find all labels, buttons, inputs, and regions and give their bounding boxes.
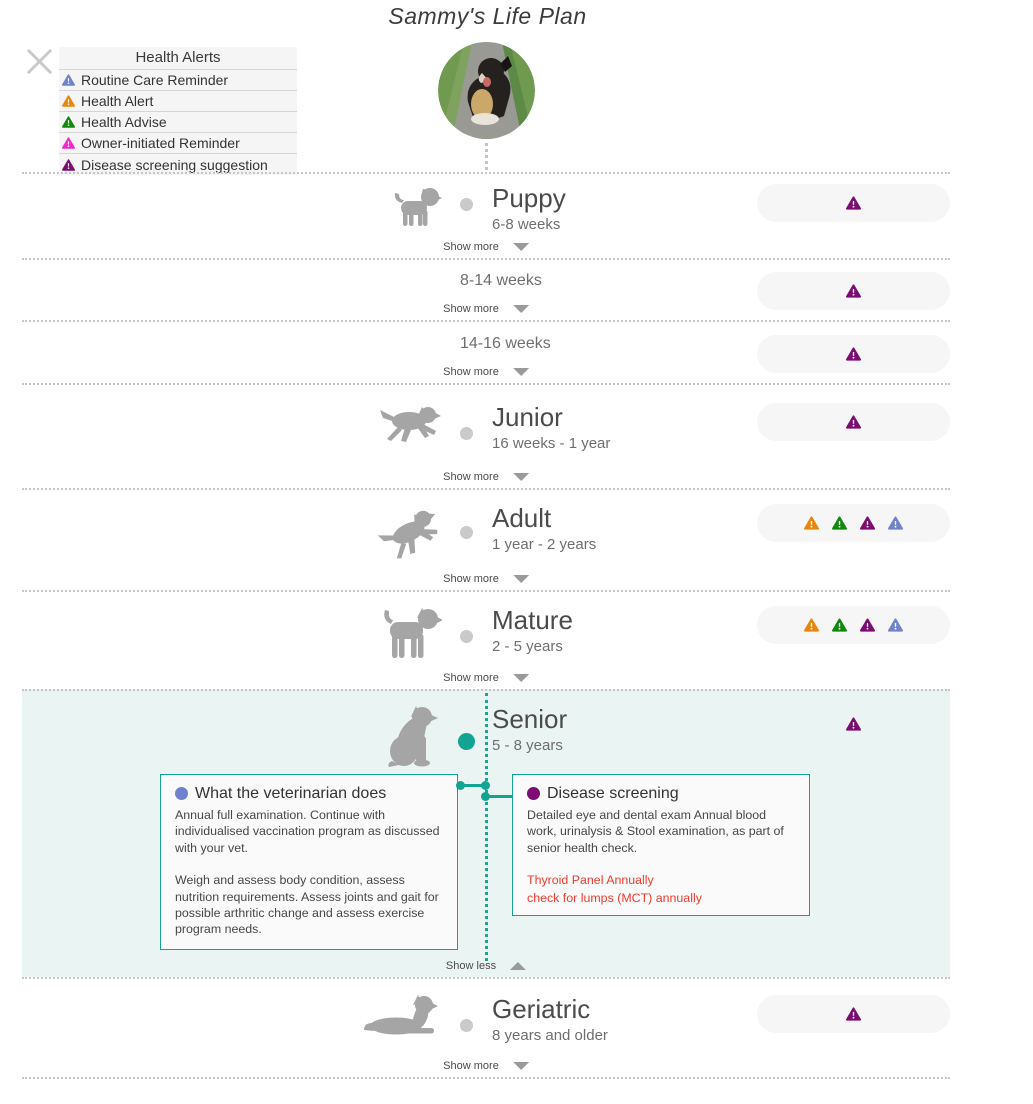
legend-label: Health Advise	[81, 114, 167, 130]
legend-label: Disease screening suggestion	[81, 156, 268, 173]
chevron-down-icon	[513, 674, 529, 682]
stage-age-range: 5 - 8 years	[492, 736, 563, 754]
stage-row-geriatric	[22, 977, 950, 1077]
routine-bullet-icon	[175, 787, 188, 800]
stage-row-adult	[22, 488, 950, 590]
vet-card	[160, 774, 458, 950]
chevron-up-icon	[510, 962, 526, 970]
alert-pill[interactable]	[757, 184, 950, 222]
legend-label: Routine Care Reminder	[81, 72, 229, 88]
health-advise-icon[interactable]	[832, 516, 847, 530]
chevron-down-icon	[513, 368, 529, 376]
stage-age-range: 2 - 5 years	[492, 637, 563, 655]
geriatric-dog-icon	[364, 995, 442, 1037]
screening-warning-2: check for lumps (MCT) annually	[527, 891, 702, 906]
adult-dog-icon	[378, 504, 442, 562]
disease-screening-alert-icon[interactable]	[846, 717, 861, 731]
chevron-down-icon	[513, 473, 529, 481]
legend-title: Health Alerts	[59, 47, 297, 70]
stage-row-puppy	[22, 172, 950, 258]
stage-title: Junior	[492, 402, 563, 432]
senior-detail-cards	[22, 774, 950, 954]
stage-dot	[460, 526, 473, 539]
vet-card-paragraph-1: Annual full examination. Continue with individualised vaccination program as discussed with your vet.	[175, 808, 440, 855]
puppy-dog-icon	[390, 184, 442, 230]
show-more-button[interactable]: Show more	[443, 1060, 529, 1072]
health-alerts-legend	[59, 47, 297, 175]
chevron-down-icon	[513, 243, 529, 251]
stage-dot	[460, 630, 473, 643]
stage-dot	[460, 427, 473, 440]
alert-pill[interactable]	[757, 705, 950, 743]
legend-item-health-advise	[59, 112, 297, 133]
routine-care-alert-icon[interactable]	[888, 618, 903, 632]
legend-item-health-alert	[59, 91, 297, 112]
alert-pill[interactable]	[757, 403, 950, 441]
stage-age-range: 6-8 weeks	[492, 215, 561, 233]
connector-dot	[456, 781, 465, 790]
stage-row-14-16-weeks	[22, 320, 950, 383]
stage-age-range: 8 years and older	[492, 1026, 608, 1044]
show-more-button[interactable]: Show more	[443, 241, 529, 253]
chevron-down-icon	[513, 305, 529, 313]
show-more-button[interactable]: Show more	[443, 366, 529, 378]
connector-dot	[481, 781, 490, 790]
legend-item-owner-reminder	[59, 133, 297, 154]
connector-dot	[481, 792, 490, 801]
stage-age-range: 14-16 weeks	[460, 335, 551, 352]
page-title: Sammy's Life Plan	[388, 3, 587, 29]
alert-pill[interactable]	[757, 995, 950, 1033]
vet-card-title: What the veterinarian does	[175, 783, 443, 804]
junior-dog-icon	[378, 403, 442, 445]
dog-avatar	[438, 42, 535, 139]
screening-card-title: Disease screening	[527, 783, 795, 804]
close-icon[interactable]	[24, 46, 55, 77]
health-alert-icon	[62, 95, 75, 107]
owner-reminder-alert-icon	[62, 137, 75, 149]
show-more-button[interactable]: Show more	[443, 573, 529, 585]
bottom-divider	[22, 1077, 950, 1104]
senior-dog-icon	[388, 705, 442, 767]
health-alert-icon[interactable]	[804, 516, 819, 530]
header	[0, 0, 975, 172]
stage-title: Puppy	[492, 183, 566, 213]
stage-age-range: 1 year - 2 years	[492, 535, 597, 553]
disease-screening-alert-icon[interactable]	[846, 415, 861, 429]
health-advise-icon	[62, 116, 75, 128]
health-alert-icon[interactable]	[804, 618, 819, 632]
show-more-button[interactable]: Show more	[443, 471, 529, 483]
disease-screening-alert-icon[interactable]	[846, 1007, 861, 1021]
show-more-button[interactable]: Show more	[443, 303, 529, 315]
show-more-button[interactable]: Show more	[443, 672, 529, 684]
stage-age-range: 16 weeks - 1 year	[492, 434, 611, 452]
disease-screening-alert-icon[interactable]	[860, 618, 875, 632]
legend-item-routine	[59, 70, 297, 91]
mature-dog-icon	[380, 606, 442, 662]
stage-row-mature	[22, 590, 950, 689]
timeline-dotted-line	[485, 143, 488, 170]
disease-screening-alert-icon[interactable]	[846, 284, 861, 298]
legend-label: Health Alert	[81, 93, 154, 109]
stage-age-range: 8-14 weeks	[460, 272, 542, 289]
disease-screening-alert-icon	[62, 159, 75, 171]
alert-pill[interactable]	[757, 272, 950, 310]
stage-dot	[460, 1019, 473, 1032]
stage-title: Adult	[492, 503, 552, 533]
screening-card-paragraph: Detailed eye and dental exam Annual blood work, urinalysis & Stool examination, as part of senior health check.	[527, 808, 784, 855]
vet-card-paragraph-2: Weigh and assess body condition, assess nutrition requirements. Assess joints and gait for possible arthritic change and assess exercise program needs.	[175, 873, 439, 937]
disease-screening-alert-icon[interactable]	[846, 347, 861, 361]
show-less-button[interactable]: Show less	[446, 960, 526, 972]
chevron-down-icon	[513, 575, 529, 583]
alert-pill[interactable]	[757, 504, 950, 542]
stage-dot	[460, 198, 473, 211]
stage-row-junior	[22, 383, 950, 488]
stage-row-8-14-weeks	[22, 258, 950, 320]
stage-dot-active	[458, 733, 475, 750]
chevron-down-icon	[513, 1062, 529, 1070]
legend-label: Owner-initiated Reminder	[81, 135, 240, 151]
routine-care-alert-icon[interactable]	[888, 516, 903, 530]
alert-pill[interactable]	[757, 606, 950, 644]
disease-screening-alert-icon[interactable]	[860, 516, 875, 530]
stage-title: Mature	[492, 605, 573, 635]
health-advise-icon[interactable]	[832, 618, 847, 632]
stage-title: Senior	[492, 704, 568, 734]
alert-pill[interactable]	[757, 335, 950, 373]
disease-screening-alert-icon[interactable]	[846, 196, 861, 210]
disease-bullet-icon	[527, 787, 540, 800]
stage-title: Geriatric	[492, 994, 591, 1024]
stage-row-senior	[22, 689, 950, 977]
card-connector-line	[486, 795, 513, 798]
routine-care-alert-icon	[62, 74, 75, 86]
screening-warning-1: Thyroid Panel Annually	[527, 873, 654, 888]
disease-screening-card	[512, 774, 810, 916]
